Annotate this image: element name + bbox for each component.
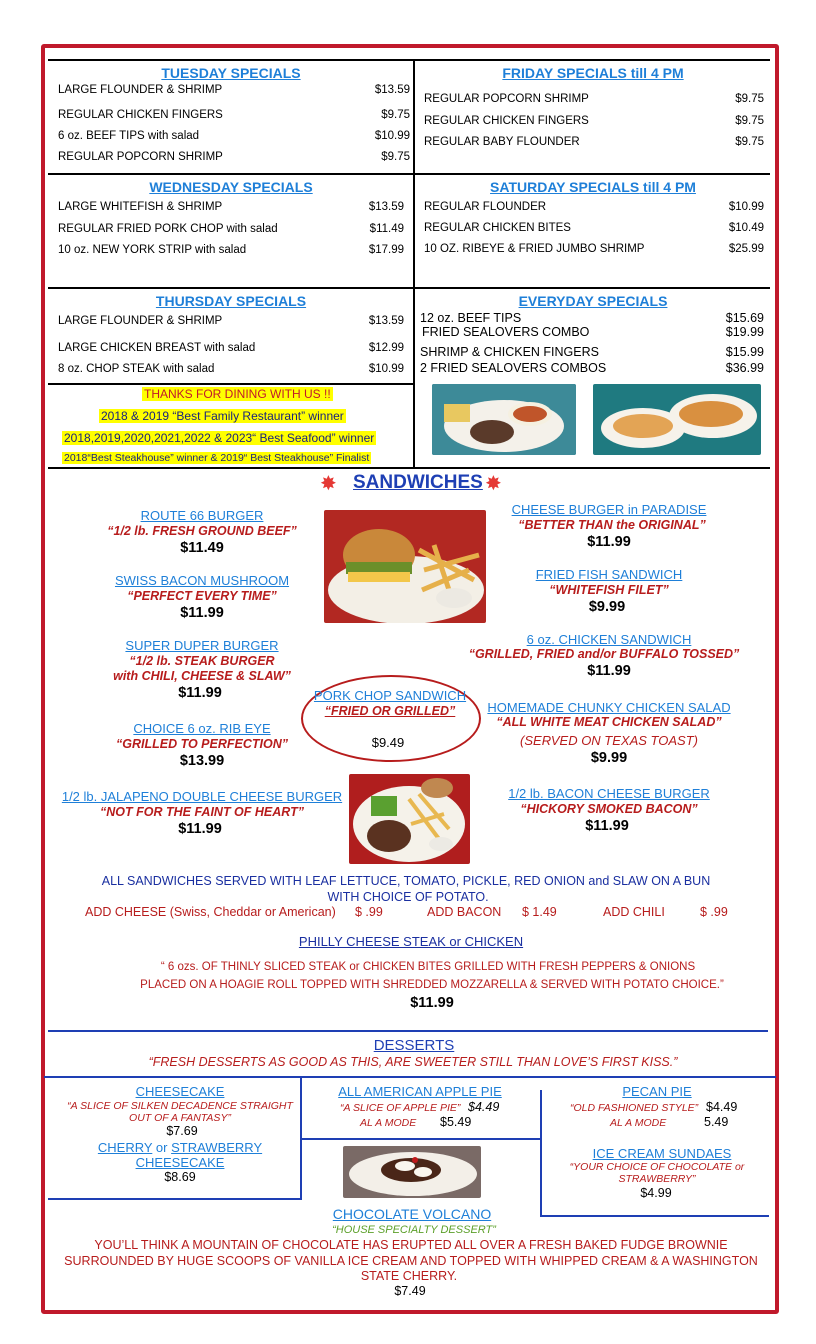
applepie-title: ALL AMERICAN APPLE PIE <box>338 1084 502 1099</box>
jalapeno-burger-photo <box>349 774 470 864</box>
superduper-title: SUPER DUPER BURGER <box>125 638 279 653</box>
grid-rule-awards <box>48 383 414 385</box>
route66-title: ROUTE 66 BURGER <box>140 508 264 523</box>
dessert-rule-center <box>302 1138 540 1140</box>
ribeye-price: $13.99 <box>179 753 225 769</box>
award-steakhouse: 2018“Best Steakhouse” winner & 2019“ Best Steakhouse” Finalist <box>64 452 370 464</box>
sundae-title: ICE CREAM SUNDAES <box>592 1146 732 1161</box>
route66-desc: “1/2 lb. FRESH GROUND BEEF” <box>107 524 297 538</box>
pecan-desc: “OLD FASHIONED STYLE” <box>570 1102 699 1114</box>
volcano-desc: “HOUSE SPECIALTY DESSERT” <box>332 1224 496 1236</box>
burger-photo <box>324 510 486 623</box>
desserts-tagline: “FRESH DESSERTS AS GOOD AS THIS, ARE SWEETER STILL THAN LOVE’S FIRST KISS.” <box>148 1055 678 1069</box>
sundae-desc-2: STRAWBERRY” <box>618 1173 696 1185</box>
paradise-desc: “BETTER THAN the ORIGINAL” <box>518 518 706 532</box>
thursday-title: THURSDAY SPECIALS <box>155 293 307 309</box>
grid-rule-1 <box>48 173 770 175</box>
chickensalad-note: (SERVED ON TEXAS TOAST) <box>520 733 698 748</box>
cheesecake-desc-1: “A SLICE OF SILKEN DECADENCE STRAIGHT <box>67 1100 293 1112</box>
grid-divider <box>413 59 415 469</box>
jalapeno-price: $11.99 <box>178 821 222 837</box>
chickensalad-title: HOMEMADE CHUNKY CHICKEN SALAD <box>487 700 731 715</box>
beef-tips-photo <box>432 384 576 455</box>
cheesecake-price: $7.69 <box>166 1124 198 1138</box>
volcano-line-3: STATE CHERRY. <box>360 1269 458 1283</box>
bacon-price: $11.99 <box>585 818 629 834</box>
volcano-price: $7.49 <box>394 1284 426 1298</box>
fish-desc: “WHITEFISH FILET” <box>549 583 669 597</box>
pecan-price: $4.49 <box>706 1100 738 1114</box>
pecan-alamode: AL A MODE <box>610 1117 667 1129</box>
dessert-rule-right <box>540 1215 769 1217</box>
award-family: 2018 & 2019 “Best Family Restaurant” winner <box>101 409 344 423</box>
desserts-title: DESSERTS <box>373 1037 455 1054</box>
pecan-alamode-price: 5.49 <box>704 1115 729 1129</box>
add-bacon-label: ADD BACON <box>427 905 502 919</box>
porkchop-price: $9.49 <box>371 735 405 750</box>
wednesday-title: WEDNESDAY SPECIALS <box>149 179 313 195</box>
paradise-title: CHEESE BURGER in PARADISE <box>511 502 707 517</box>
grid-rule-2 <box>48 287 770 289</box>
route66-price: $11.49 <box>180 540 224 556</box>
sandwich-note-2: WITH CHOICE OF POTATO. <box>327 890 489 904</box>
porkchop-desc: “FRIED OR GRILLED” <box>324 704 456 718</box>
superduper-desc-2: with CHILI, CHEESE & SLAW” <box>113 669 291 683</box>
paradise-price: $11.99 <box>587 534 631 550</box>
ribeye-desc: “GRILLED TO PERFECTION” <box>116 737 288 751</box>
chickensalad-desc: “ALL WHITE MEAT CHICKEN SALAD” <box>496 715 722 729</box>
pecan-title: PECAN PIE <box>622 1084 692 1099</box>
sandwich-note-1: ALL SANDWICHES SERVED WITH LEAF LETTUCE, TOMATO, PICKLE, RED ONION and SLAW ON A BUN <box>101 874 711 888</box>
tuesday-title: TUESDAY SPECIALS <box>161 65 301 81</box>
fish-title: FRIED FISH SANDWICH <box>535 567 683 582</box>
porkchop-title: PORK CHOP SANDWICH <box>313 688 467 703</box>
cheesecake-desc-2: OUT OF A FANTASY” <box>129 1112 231 1124</box>
chicken-sandwich-desc: “GRILLED, FRIED and/or BUFFALO TOSSED” <box>468 647 740 661</box>
chicken-sandwich-title: 6 oz. CHICKEN SANDWICH <box>526 632 692 647</box>
dessert-divider-right <box>540 1090 542 1217</box>
fish-price: $9.99 <box>588 599 626 615</box>
cherry-cheesecake-price: $8.69 <box>164 1170 196 1184</box>
ribeye-title: CHOICE 6 oz. RIB EYE <box>133 721 271 736</box>
desserts-top-rule <box>48 1030 768 1032</box>
volcano-line-2: SURROUNDED BY HUGE SCOOPS OF VANILLA ICE CREAM AND TOPPED WITH WHIPPED CREAM & A WASHINGTON <box>64 1254 758 1268</box>
add-chili-price: $ .99 <box>700 905 728 919</box>
swiss-price: $11.99 <box>180 605 224 621</box>
saturday-title: SATURDAY SPECIALS till 4 PM <box>490 179 696 195</box>
volcano-line-1: YOU’LL THINK A MOUNTAIN OF CHOCOLATE HAS ERUPTED ALL OVER A FRESH BAKED FUDGE BROWNIE <box>94 1238 728 1252</box>
bacon-desc: “HICKORY SMOKED BACON” <box>520 802 698 816</box>
add-chili-label: ADD CHILI <box>603 905 665 919</box>
applepie-desc: “A SLICE OF APPLE PIE” <box>340 1102 461 1114</box>
star-icon-left: ✸ <box>320 471 337 495</box>
swiss-desc: “PERFECT EVERY TIME” <box>127 589 277 603</box>
add-cheese-price: $ .99 <box>355 905 383 919</box>
philly-desc-1: “ 6 ozs. OF THINLY SLICED STEAK or CHICKEN BITES GRILLED WITH FRESH PEPPERS & ONIONS <box>160 961 696 973</box>
volcano-title: CHOCOLATE VOLCANO <box>332 1206 492 1222</box>
philly-desc-2: PLACED ON A HOAGIE ROLL TOPPED WITH SHREDDED MOZZARELLA & SERVED WITH POTATO CHOICE.” <box>140 979 724 991</box>
swiss-title: SWISS BACON MUSHROOM <box>114 573 290 588</box>
award-seafood: 2018,2019,2020,2021,2022 & 2023“ Best Seafood” winner <box>64 431 375 445</box>
applepie-price: $4.49 <box>468 1100 500 1114</box>
cherry-cheesecake-title-2: CHEESECAKE <box>135 1155 225 1170</box>
jalapeno-title: 1/2 lb. JALAPENO DOUBLE CHEESE BURGER <box>61 789 343 804</box>
grid-top-rule <box>48 59 770 61</box>
chickensalad-price: $9.99 <box>590 750 628 766</box>
seafood-combo-photo <box>593 384 761 455</box>
everyday-title: EVERYDAY SPECIALS <box>518 293 668 309</box>
add-cheese-label: ADD CHEESE (Swiss, Cheddar or American) <box>85 905 336 919</box>
dessert-rule-left <box>48 1198 302 1200</box>
cheesecake-title: CHEESECAKE <box>135 1084 225 1099</box>
bacon-title: 1/2 lb. BACON CHEESE BURGER <box>508 786 710 801</box>
star-icon-right: ✸ <box>485 471 502 495</box>
thanks-banner: THANKS FOR DINING WITH US !! <box>144 387 331 401</box>
volcano-photo <box>343 1146 481 1198</box>
cherry-cheesecake-title: CHERRY or STRAWBERRY <box>97 1140 263 1155</box>
applepie-alamode: AL A MODE <box>360 1117 417 1129</box>
superduper-price: $11.99 <box>178 685 222 701</box>
philly-price: $11.99 <box>410 995 454 1011</box>
philly-title: PHILLY CHEESE STEAK or CHICKEN <box>298 934 524 949</box>
chicken-sandwich-price: $11.99 <box>587 663 631 679</box>
superduper-desc: “1/2 lb. STEAK BURGER <box>129 654 275 668</box>
sundae-price: $4.99 <box>640 1186 672 1200</box>
desserts-mid-rule <box>44 1076 776 1078</box>
sundae-desc-1: “YOUR CHOICE OF CHOCOLATE or <box>569 1161 745 1173</box>
jalapeno-desc: “NOT FOR THE FAINT OF HEART” <box>100 805 304 819</box>
sandwiches-title: SANDWICHES <box>353 472 483 493</box>
add-bacon-price: $ 1.49 <box>522 905 557 919</box>
grid-rule-3 <box>48 467 770 469</box>
applepie-alamode-price: $5.49 <box>440 1115 472 1129</box>
friday-title: FRIDAY SPECIALS till 4 PM <box>502 65 684 81</box>
